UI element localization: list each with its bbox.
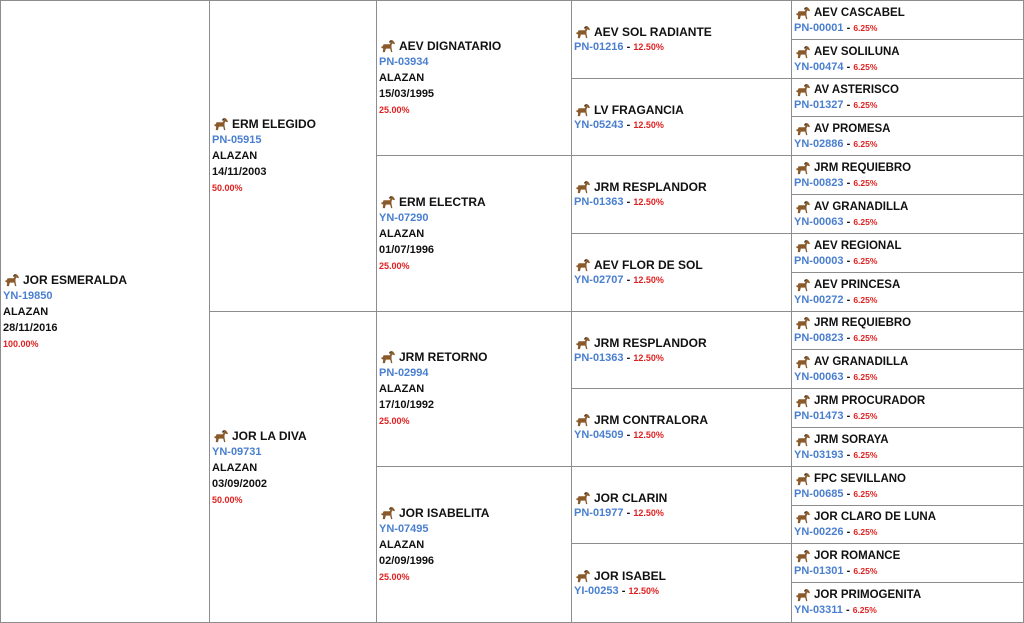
- pedigree-cell: [792, 273, 1023, 312]
- registration-link[interactable]: YN-02707: [574, 274, 624, 286]
- horse-name-link[interactable]: AEV PRINCESA: [814, 278, 901, 291]
- registration-line: [794, 60, 900, 75]
- blood-percentage: 6.25%: [853, 100, 878, 110]
- horse-entry: [1, 272, 127, 352]
- pedigree-cell: [792, 544, 1023, 583]
- pedigree-cell: [792, 1, 1023, 40]
- horse-name[interactable]: [574, 257, 703, 273]
- horse-icon: [574, 569, 592, 583]
- horse-icon: [574, 258, 592, 272]
- separator: -: [623, 274, 634, 286]
- horse-entry: [572, 24, 712, 55]
- horse-name-link[interactable]: JOR LA DIVA: [232, 428, 307, 443]
- blood-percentage: 25.00%: [379, 105, 410, 115]
- horse-name-link[interactable]: AV GRANADILLA: [814, 355, 909, 368]
- blood-percentage: 6.25%: [853, 527, 878, 537]
- separator: -: [843, 60, 854, 73]
- pedigree-cell: [792, 428, 1023, 467]
- horse-name-link[interactable]: JOR PRIMOGENITA: [814, 589, 922, 601]
- horse-icon: [379, 195, 397, 209]
- pedigree-cell: [792, 195, 1023, 234]
- blood-percentage: 6.25%: [853, 61, 878, 72]
- horse-name-link[interactable]: FPC SEVILLANO: [814, 472, 907, 485]
- horse-entry: [572, 335, 707, 366]
- coat-color: ALAZAN: [379, 227, 425, 240]
- separator: -: [623, 41, 634, 53]
- separator: -: [843, 293, 854, 306]
- pedigree-cell: [792, 234, 1023, 273]
- blood-percentage: 6.25%: [853, 449, 878, 460]
- pedigree-cell: [792, 389, 1023, 428]
- separator: -: [843, 21, 854, 34]
- blood-percentage: 12.50%: [633, 42, 664, 52]
- blood-percentage: 6.25%: [853, 410, 878, 421]
- horse-name[interactable]: [574, 102, 684, 118]
- horse-entry: [792, 121, 890, 152]
- horse-name[interactable]: [212, 428, 307, 444]
- registration-link[interactable]: PN-00823: [794, 176, 844, 189]
- horse-entry: [210, 116, 316, 196]
- horse-entry: [377, 38, 501, 118]
- blood-percentage: 100.00%: [3, 338, 39, 349]
- pedigree-cell: [792, 79, 1023, 117]
- horse-icon: [794, 200, 812, 214]
- horse-name[interactable]: [379, 505, 489, 521]
- horse-entry: [792, 432, 889, 463]
- pedigree-cell: [377, 1, 572, 156]
- horse-icon: [794, 588, 812, 602]
- registration-line: [794, 603, 921, 618]
- registration-link[interactable]: PN-01301: [794, 564, 844, 577]
- pedigree-cell: [792, 467, 1023, 506]
- separator: -: [843, 332, 854, 344]
- horse-icon: [794, 161, 812, 175]
- horse-entry: [572, 490, 667, 521]
- coat-color: ALAZAN: [3, 305, 49, 318]
- horse-entry: [792, 587, 921, 618]
- horse-entry: [572, 102, 684, 133]
- horse-name[interactable]: [574, 335, 707, 351]
- pedigree-cell: [792, 506, 1023, 544]
- separator: -: [843, 370, 854, 383]
- blood-percentage: 12.50%: [633, 275, 664, 285]
- horse-name-link[interactable]: AEV SOL RADIANTE: [594, 25, 712, 39]
- horse-entry: [792, 82, 899, 113]
- blood-percentage: 25.00%: [379, 260, 410, 271]
- horse-entry: [792, 238, 902, 269]
- horse-entry: [792, 471, 906, 502]
- blood-percentage: 6.25%: [853, 294, 878, 305]
- birth-date: 01/07/1996: [379, 243, 435, 256]
- registration-line: [574, 584, 666, 599]
- registration-line: [574, 40, 712, 55]
- registration-link[interactable]: YN-07290: [379, 211, 429, 224]
- horse-name[interactable]: [794, 277, 900, 293]
- registration-link[interactable]: PN-01473: [794, 409, 844, 422]
- coat-color: ALAZAN: [379, 383, 425, 395]
- pedigree-cell: [572, 234, 792, 312]
- pedigree-cell: [572, 544, 792, 622]
- horse-icon: [379, 506, 397, 520]
- registration-link[interactable]: PN-01327: [794, 99, 844, 111]
- horse-icon: [574, 413, 592, 427]
- coat-color: ALAZAN: [212, 461, 258, 474]
- registration-line: [794, 293, 900, 308]
- horse-name[interactable]: [794, 509, 936, 525]
- registration-link[interactable]: PN-01363: [574, 351, 624, 364]
- horse-entry: [792, 160, 911, 191]
- blood-percentage: 6.25%: [853, 371, 878, 382]
- registration-line: [574, 506, 667, 521]
- horse-icon: [212, 117, 230, 131]
- horse-name[interactable]: [3, 272, 127, 288]
- separator: -: [843, 99, 854, 111]
- blood-percentage: 6.25%: [853, 255, 878, 266]
- registration-link[interactable]: YN-03311: [794, 604, 843, 616]
- horse-name[interactable]: [794, 44, 900, 60]
- horse-entry: [792, 5, 905, 36]
- horse-name-link[interactable]: AV ASTERISCO: [814, 84, 899, 96]
- birth-date: 17/10/1992: [379, 399, 435, 411]
- horse-icon: [574, 336, 592, 350]
- separator: -: [842, 604, 853, 616]
- birth-date: 03/09/2002: [212, 477, 268, 490]
- horse-name-link[interactable]: AV GRANADILLA: [814, 200, 909, 213]
- pedigree-cell: [377, 467, 572, 622]
- horse-entry: [572, 412, 708, 443]
- horse-icon: [379, 39, 397, 53]
- horse-name-link[interactable]: JRM REQUIEBRO: [814, 161, 912, 174]
- registration-line: [574, 273, 703, 288]
- separator: -: [843, 564, 854, 577]
- horse-name[interactable]: [574, 412, 708, 428]
- registration-link[interactable]: YI-00253: [574, 584, 619, 597]
- birth-date: 02/09/1996: [379, 554, 435, 567]
- pedigree-cell: [572, 312, 792, 389]
- birth-date: 28/11/2016: [3, 321, 58, 334]
- horse-name[interactable]: [794, 587, 921, 603]
- registration-link[interactable]: YN-05243: [574, 118, 624, 131]
- horse-name-link[interactable]: JOR ESMERALDA: [23, 272, 128, 287]
- horse-entry: [792, 393, 925, 424]
- horse-entry: [572, 179, 707, 210]
- pedigree-cell: [1, 1, 210, 622]
- registration-line: [794, 487, 906, 502]
- pedigree-cell: [792, 117, 1023, 156]
- horse-name-link[interactable]: AEV CASCABEL: [814, 6, 905, 19]
- horse-icon: [794, 45, 812, 59]
- horse-name-link[interactable]: JRM CONTRALORA: [594, 413, 708, 427]
- horse-name-link[interactable]: AEV SOLILUNA: [814, 45, 900, 58]
- registration-link[interactable]: YN-03193: [794, 448, 844, 461]
- blood-percentage: 6.25%: [852, 605, 877, 615]
- horse-entry: [377, 194, 486, 274]
- separator: -: [843, 409, 854, 422]
- registration-line: [794, 331, 911, 346]
- blood-percentage: 50.00%: [212, 494, 243, 505]
- horse-icon: [379, 350, 397, 364]
- pedigree-cell: [792, 350, 1023, 389]
- blood-percentage: 12.50%: [628, 585, 659, 596]
- coat-color: ALAZAN: [212, 150, 258, 162]
- registration-line: [574, 351, 707, 366]
- horse-name[interactable]: [794, 199, 908, 215]
- horse-name[interactable]: [794, 432, 889, 448]
- registration-link[interactable]: PN-00685: [794, 487, 844, 500]
- registration-link[interactable]: PN-01977: [574, 506, 624, 519]
- blood-percentage: 12.50%: [633, 352, 664, 363]
- blood-percentage: 6.25%: [853, 333, 878, 343]
- horse-name-link[interactable]: JRM PROCURADOR: [814, 394, 926, 407]
- pedigree-cell: [792, 583, 1023, 622]
- separator: -: [843, 137, 854, 150]
- separator: -: [623, 429, 634, 441]
- horse-name[interactable]: [794, 5, 905, 21]
- blood-percentage: 25.00%: [379, 571, 410, 582]
- horse-name[interactable]: [794, 160, 911, 176]
- horse-entry: [792, 277, 900, 308]
- horse-name-link[interactable]: AEV REGIONAL: [814, 239, 902, 252]
- horse-name-link[interactable]: JOR ROMANCE: [814, 549, 901, 562]
- horse-entry: [792, 44, 900, 75]
- horse-entry: [792, 548, 900, 579]
- birth-date: 14/11/2003: [212, 166, 267, 178]
- horse-name[interactable]: [574, 568, 666, 584]
- registration-line: [794, 176, 911, 191]
- registration-link[interactable]: YN-04509: [574, 429, 624, 441]
- pedigree-cell: [572, 389, 792, 467]
- blood-percentage: 25.00%: [379, 416, 410, 426]
- horse-name[interactable]: [794, 315, 911, 331]
- horse-icon: [794, 355, 812, 369]
- horse-name-link[interactable]: JRM RETORNO: [399, 350, 488, 364]
- horse-name[interactable]: [212, 116, 316, 132]
- horse-icon: [794, 472, 812, 486]
- pedigree-cell: [377, 156, 572, 312]
- horse-entry: [792, 315, 911, 346]
- registration-line: [794, 254, 902, 269]
- pedigree-cell: [792, 156, 1023, 195]
- horse-icon: [794, 394, 812, 408]
- registration-line: [794, 564, 900, 579]
- blood-percentage: 6.25%: [853, 138, 878, 149]
- pedigree-cell: [377, 312, 572, 467]
- blood-percentage: 6.25%: [853, 177, 878, 188]
- horse-entry: [210, 428, 307, 508]
- registration-link[interactable]: PN-00823: [794, 332, 844, 344]
- blood-percentage: 6.25%: [853, 22, 878, 33]
- registration-link[interactable]: PN-00001: [794, 21, 844, 34]
- pedigree-cell: [572, 156, 792, 234]
- horse-name-link[interactable]: JRM SORAYA: [814, 433, 889, 446]
- separator: -: [623, 196, 634, 208]
- pedigree-cell: [792, 312, 1023, 350]
- horse-entry: [377, 505, 489, 585]
- registration-line: [794, 525, 936, 540]
- horse-name[interactable]: [794, 471, 906, 487]
- horse-name[interactable]: [794, 82, 899, 98]
- horse-icon: [794, 83, 812, 97]
- pedigree-cell: [792, 40, 1023, 79]
- horse-icon: [574, 25, 592, 39]
- blood-percentage: 6.25%: [853, 216, 878, 227]
- blood-percentage: 50.00%: [212, 183, 243, 193]
- registration-line: [794, 215, 908, 230]
- horse-icon: [794, 433, 812, 447]
- pedigree-cell: [572, 1, 792, 79]
- horse-name-link[interactable]: JRM RESPLANDOR: [594, 335, 707, 350]
- pedigree-cell: [210, 1, 377, 312]
- horse-entry: [572, 257, 703, 288]
- horse-entry: [792, 199, 908, 230]
- horse-name-link[interactable]: JOR ISABEL: [594, 568, 667, 583]
- horse-name-link[interactable]: AEV DIGNATARIO: [399, 39, 502, 53]
- horse-icon: [3, 273, 21, 287]
- separator: -: [623, 351, 634, 364]
- registration-link[interactable]: PN-03934: [379, 56, 429, 68]
- registration-line: [794, 370, 908, 385]
- registration-link[interactable]: YN-19850: [3, 289, 53, 302]
- horse-name[interactable]: [379, 349, 487, 365]
- registration-link[interactable]: YN-09731: [212, 445, 262, 458]
- registration-line: [794, 448, 889, 463]
- pedigree-cell: [572, 467, 792, 544]
- registration-link[interactable]: YN-00226: [794, 526, 844, 538]
- birth-date: 15/03/1995: [379, 88, 435, 100]
- registration-line: [794, 98, 899, 113]
- horse-name[interactable]: [379, 194, 486, 210]
- horse-entry: [377, 349, 487, 429]
- horse-icon: [794, 316, 812, 330]
- horse-name-link[interactable]: JRM RESPLANDOR: [594, 180, 707, 194]
- registration-link[interactable]: PN-01363: [574, 196, 624, 208]
- blood-percentage: 12.50%: [633, 430, 664, 440]
- blood-percentage: 12.50%: [633, 119, 664, 130]
- horse-name-link[interactable]: JOR CLARIN: [594, 490, 668, 505]
- horse-name[interactable]: [794, 238, 902, 254]
- horse-name[interactable]: [574, 24, 712, 40]
- registration-link[interactable]: YN-00063: [794, 215, 844, 228]
- separator: -: [623, 118, 634, 131]
- horse-name[interactable]: [379, 38, 501, 54]
- registration-link[interactable]: PN-01216: [574, 41, 624, 53]
- registration-link[interactable]: PN-02994: [379, 367, 429, 379]
- horse-name-link[interactable]: ERM ELECTRA: [399, 194, 486, 209]
- registration-link[interactable]: PN-05915: [212, 134, 262, 146]
- separator: -: [618, 584, 629, 597]
- registration-line: [574, 195, 707, 210]
- separator: -: [843, 448, 854, 461]
- horse-icon: [794, 278, 812, 292]
- registration-link[interactable]: YN-07495: [379, 522, 429, 535]
- horse-name[interactable]: [574, 179, 707, 195]
- horse-icon: [794, 239, 812, 253]
- registration-link[interactable]: YN-02886: [794, 137, 844, 150]
- blood-percentage: 6.25%: [853, 488, 878, 499]
- coat-color: ALAZAN: [379, 72, 425, 84]
- pedigree-cell: [572, 79, 792, 156]
- separator: -: [843, 526, 854, 538]
- horse-icon: [794, 122, 812, 136]
- registration-link[interactable]: YN-00272: [794, 293, 844, 306]
- horse-name[interactable]: [574, 490, 667, 506]
- horse-icon: [574, 103, 592, 117]
- separator: -: [843, 254, 854, 267]
- registration-line: [794, 137, 890, 152]
- horse-icon: [794, 6, 812, 20]
- registration-line: [794, 21, 905, 36]
- pedigree-cell: [210, 312, 377, 623]
- coat-color: ALAZAN: [379, 538, 425, 551]
- horse-name[interactable]: [794, 354, 908, 370]
- horse-entry: [572, 568, 666, 599]
- horse-entry: [792, 509, 936, 540]
- horse-name-link[interactable]: JOR CLARO DE LUNA: [814, 511, 937, 523]
- horse-name-link[interactable]: AEV FLOR DE SOL: [594, 258, 703, 272]
- registration-link[interactable]: PN-00003: [794, 254, 844, 267]
- registration-link[interactable]: YN-00474: [794, 60, 844, 73]
- horse-name-link[interactable]: ERM ELEGIDO: [232, 117, 317, 131]
- blood-percentage: 12.50%: [633, 197, 664, 207]
- horse-name[interactable]: [794, 393, 925, 409]
- horse-name-link[interactable]: JOR ISABELITA: [399, 505, 490, 520]
- horse-name-link[interactable]: JRM REQUIEBRO: [814, 317, 912, 329]
- registration-link[interactable]: YN-00063: [794, 370, 844, 383]
- blood-percentage: 12.50%: [633, 507, 664, 518]
- registration-line: [794, 409, 925, 424]
- separator: -: [623, 506, 634, 519]
- separator: -: [843, 176, 854, 189]
- horse-name[interactable]: [794, 121, 890, 137]
- horse-entry: [792, 354, 908, 385]
- horse-icon: [794, 510, 812, 524]
- horse-icon: [574, 180, 592, 194]
- horse-name-link[interactable]: LV FRAGANCIA: [594, 102, 684, 117]
- horse-icon: [574, 491, 592, 505]
- horse-icon: [794, 549, 812, 563]
- horse-name[interactable]: [794, 548, 900, 564]
- blood-percentage: 6.25%: [853, 565, 878, 576]
- horse-icon: [212, 429, 230, 443]
- separator: -: [843, 487, 854, 500]
- separator: -: [843, 215, 854, 228]
- registration-line: [574, 118, 684, 133]
- horse-name-link[interactable]: AV PROMESA: [814, 122, 891, 135]
- registration-line: [574, 428, 708, 443]
